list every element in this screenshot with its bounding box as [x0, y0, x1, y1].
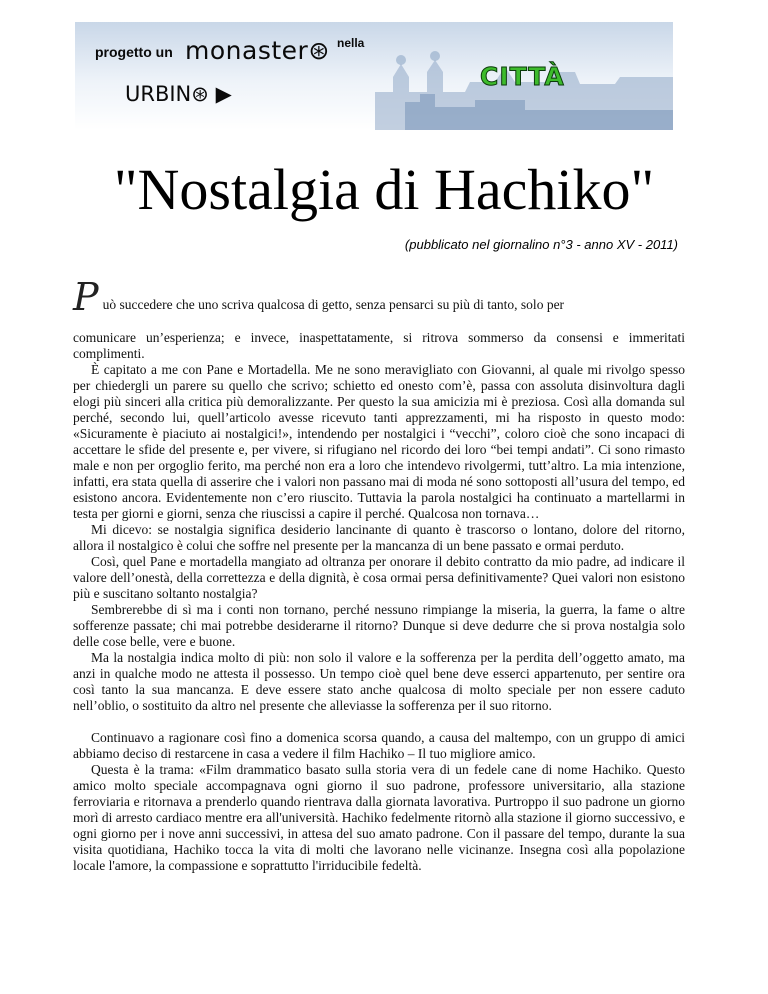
- paragraph: Sembrerebbe di sì ma i conti non tornano, perché nessuno rimpiange la miseria, la guerra, la fame o altre sofferenze passate; chi mai potrebbe desiderarne il ritorno? Dunque si deve dedurre che si prova nostalgia solo delle cose belle, vere e buone.: [73, 602, 685, 649]
- paragraph: Ma la nostalgia indica molto di più: non solo il valore e la sofferenza per la perdita dell’oggetto amato, ma anzi in qualche modo ne attesta il possesso. Un tempo cioè quel bene deve esserci appartenuto, per sentire ora così tanto la sua mancanza. E deve essere stato anche qualcosa di molto speciale per non essere caduto nell’oblio, o sostituito da altro nel presente che alleviasse la sofferenza per il suo ritorno.: [73, 650, 685, 713]
- opening-line: uò succedere che uno scriva qualcosa di getto, senza pensarci su più di tanto, solo per: [102, 297, 565, 312]
- paragraph-gap: [73, 714, 685, 730]
- city-skyline-illustration: [75, 22, 673, 130]
- article-opening: [73, 275, 685, 319]
- paragraph: Continuavo a ragionare così fino a domenica scorsa quando, a causa del maltempo, con un gruppo di amici abbiamo deciso di restarcene in casa a vedere il film Hachiko – Il tuo migliore amico.: [73, 730, 685, 761]
- monastery-logo-icon: ⊛: [191, 82, 209, 106]
- play-arrow-icon: ▶: [215, 82, 232, 106]
- article-body: [73, 275, 685, 874]
- paragraph: Così, quel Pane e mortadella mangiato ad oltranza per onorare il debito contratto da mio padre, ad indicare il valore dell’onestà, della correttezza e della dignità, è cosa ormai persa definitivamente? Quei valori non esistono più e suscitano soltanto nostalgia?: [73, 554, 685, 601]
- banner-citta-text: CITTÀ: [480, 62, 565, 91]
- paragraph: Mi dicevo: se nostalgia significa desiderio lancinante di quanto è trascorso o lontano, dolore del ritorno, allora il nostalgico è colui che soffre nel presente per la mancanza di un bene passato e ormai perduto.: [73, 522, 685, 553]
- article-title: "Nostalgia di Hachiko": [113, 157, 655, 222]
- monastery-logo-icon: ⊛: [308, 36, 330, 65]
- banner-progetto-text: progetto un: [95, 44, 173, 60]
- drop-cap: P: [73, 275, 99, 319]
- banner-urbino-text: URBIN⊛ ▶: [125, 82, 232, 106]
- banner-nella-text: nella: [337, 36, 365, 50]
- publication-note: (pubblicato nel giornalino n°3 - anno XV - 2011): [404, 237, 678, 252]
- paragraph: È capitato a me con Pane e Mortadella. Me ne sono meravigliato con Giovanni, al quale mi rivolgo spesso per chiedergli un parere su quello che scrivo; schietto ed onesto com’è, passa con assoluta disinvoltura dagli elogi più sinceri alla critica più demoralizzante. Per questo la sua amicizia mi è preziosa. Così alla domanda sul perché, secondo lui, quell’articolo avesse ricevuto tanti apprezzamenti, mi ha risposto in questo modo: «Sicuramente è piaciuto ai nostalgici!», intendendo per nostalgici i “vecchi”, coloro cioè che sono incapaci di accettare le sfide del presente e, per vivere, si rifugiano nel ricordo dei loro “bei tempi andati”. Ci sono rimasto male e non per orgoglio ferito, ma perché non era a loro che intendevo rivolgermi, tutt’altro. La mia intenzione, infatti, era stata quella di asserire che i valori non passano mai di moda né sono sottoposti all’usura del tempo, ed esistono ancora. Evidentemente non c’ero riuscito. Tuttavia la parola nostalgici ha continuato a martellarmi in testa per giorni e giorni, senza che riuscissi a capire il perché. Qualcosa non tornava…: [73, 362, 685, 521]
- banner-monastero-text: monaster⊛: [185, 36, 330, 65]
- paragraph: comunicare un’esperienza; e invece, inaspettatamente, si ritrova sommerso da consensi e immeritati complimenti.: [73, 330, 685, 361]
- header-banner: [75, 22, 673, 130]
- paragraph: Questa è la trama: «Film drammatico basato sulla storia vera di un fedele cane di nome Hachiko. Questo amico molto speciale accompagnava ogni giorno il suo padrone, professore universitario, alla stazione ferroviaria e ritornava a prenderlo quando rientrava dalla giornata lavorativa. Purtroppo il suo padrone un giorno morì di arresto cardiaco mentre era all'università. Hachiko fedelmente ritornò alla stazione il giorno successivo, e ogni giorno per i nove anni successivi, in attesa del suo amato padrone. Con il passare del tempo, durante la sua visita quotidiana, Hachiko tocca la vita di molti che lavorano nelle vicinanze. Insegna così alla popolazione locale l'amore, la compassione e soprattutto l'irriducibile fedeltà.: [73, 762, 685, 873]
